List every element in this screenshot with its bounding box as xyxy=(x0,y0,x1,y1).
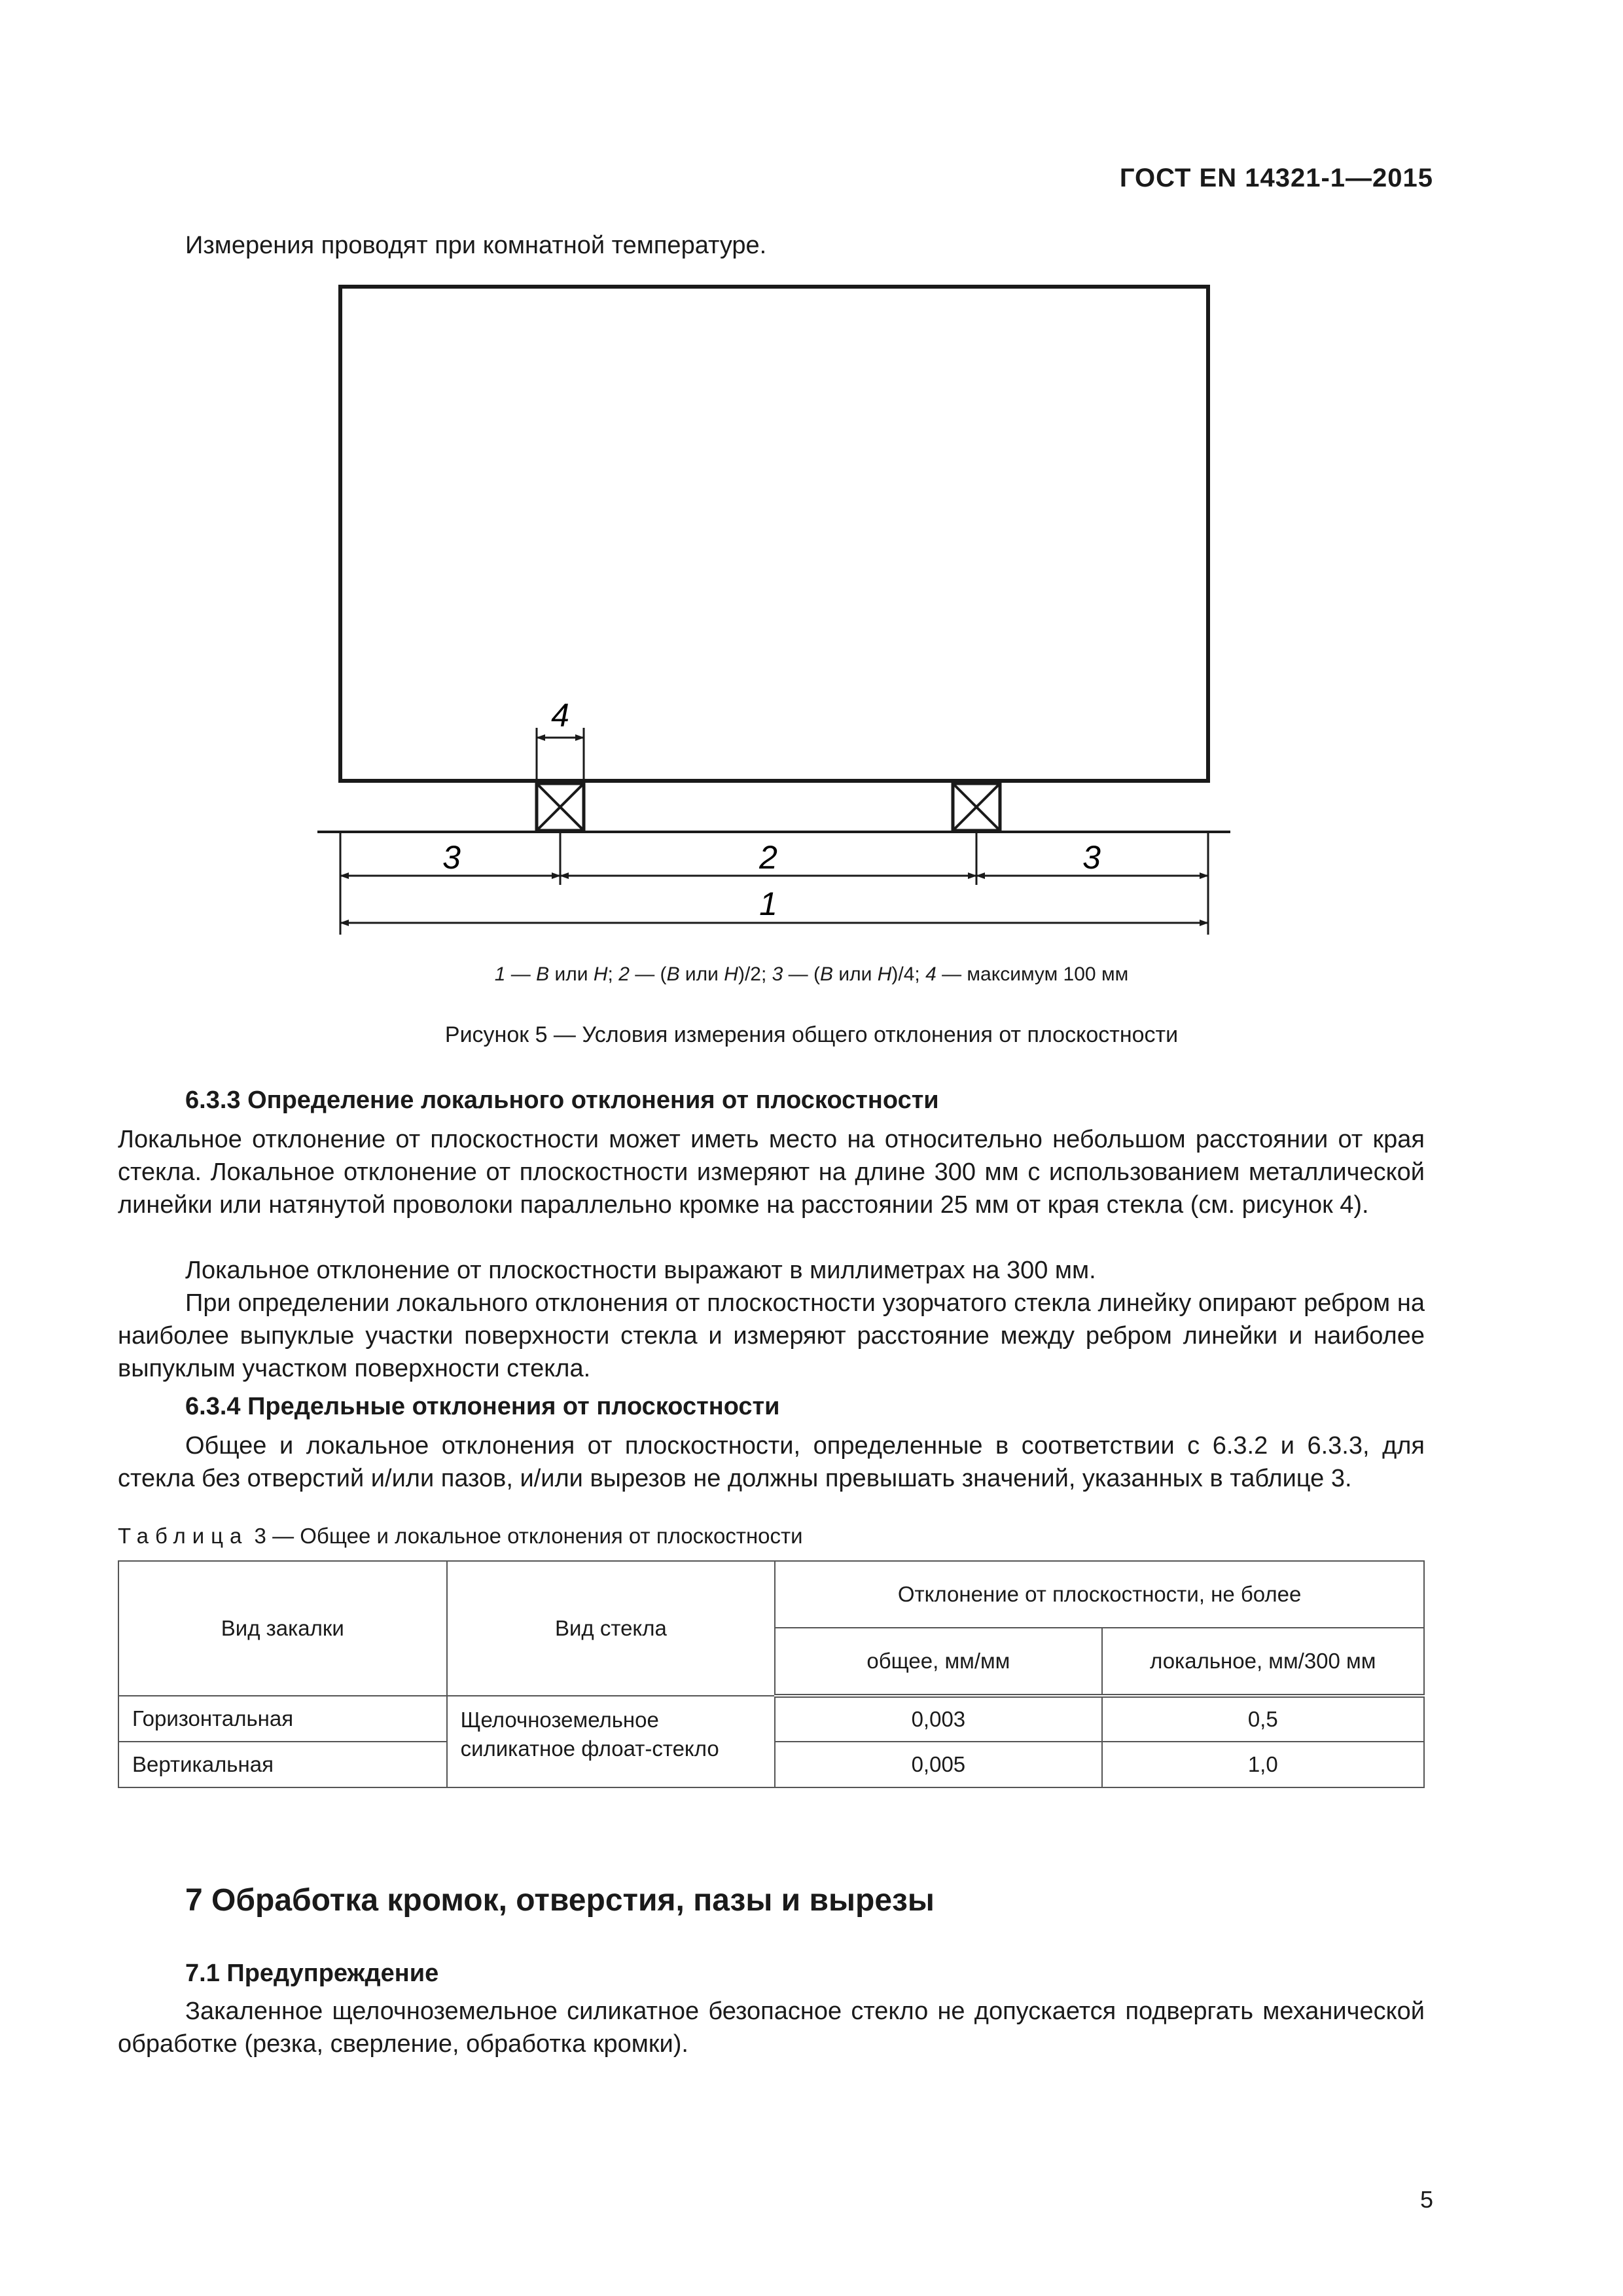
page-number: 5 xyxy=(1419,2186,1433,2213)
support-block-left xyxy=(537,783,584,831)
section-6-3-4-heading: 6.3.4 Предельные отклонения от плоскостности xyxy=(185,1393,780,1420)
section-6-3-4-paragraph-1: Общее и локальное отклонения от плоскостности, определенные в соответствии с 6.3.2 и 6.3.3, для стекла без отверстий и/или пазов, и/или вырезов не должны превышать значений, указанных в таблице 3. xyxy=(118,1432,1425,1492)
section-7-heading: 7 Обработка кромок, отверстия, пазы и вырезы xyxy=(185,1883,935,1918)
cell-local: 0,5 xyxy=(1102,1696,1424,1742)
cell-general: 0,005 xyxy=(775,1742,1101,1787)
cell-general: 0,003 xyxy=(775,1696,1101,1742)
section-6-3-3-paragraph-2: Локальное отклонение от плоскостности выражают в миллиметрах на 300 мм. xyxy=(185,1257,1096,1284)
cell-type: Горизонтальная xyxy=(118,1696,447,1742)
dimension-label-3-left: 3 xyxy=(442,839,461,876)
table-3 xyxy=(118,1560,1425,1788)
figure-legend: 1 — B или H; 2 — (B или H)/2; 3 — (B или H)/4; 4 — максимум 100 мм xyxy=(494,963,1129,985)
table-3-caption: Таблица 3 — Общее и локальное отклонения от плоскостности xyxy=(118,1524,803,1548)
dimension-label-1: 1 xyxy=(759,886,777,922)
header-general: общее, мм/мм xyxy=(775,1628,1101,1696)
dimension-label-4: 4 xyxy=(551,697,569,734)
header-local: локальное, мм/300 мм xyxy=(1102,1628,1424,1696)
dimension-label-3-right: 3 xyxy=(1082,839,1101,876)
cell-glass: Щелочноземельное силикатное флоат-стекло xyxy=(447,1696,776,1787)
glass-pane xyxy=(340,287,1208,781)
header-quench-type: Вид закалки xyxy=(118,1561,447,1696)
cell-local: 1,0 xyxy=(1102,1742,1424,1787)
header-glass-type: Вид стекла xyxy=(447,1561,776,1696)
figure-5-diagram xyxy=(0,0,1623,956)
section-7-1-heading: 7.1 Предупреждение xyxy=(185,1960,439,1987)
section-7-1-paragraph-1: Закаленное щелочноземельное силикатное безопасное стекло не допускается подвергать механической обработке (резка, сверление, обработка кромки). xyxy=(118,1998,1425,2058)
table-row xyxy=(118,1696,1424,1742)
figure-caption: Рисунок 5 — Условия измерения общего отклонения от плоскостности xyxy=(444,1022,1179,1047)
intro-paragraph: Измерения проводят при комнатной температуре. xyxy=(185,232,767,259)
section-6-3-3-paragraph-1: Локальное отклонение от плоскостности может иметь место на относительно небольшом расстоянии от края стекла. Локальное отклонение от плоскостности измеряют на длине 300 мм с использованием металлической линейки или натянутой проволоки параллельно кромке на расстоянии 25 мм от края стекла (см. рисунок 4). xyxy=(118,1126,1425,1219)
dimension-label-2: 2 xyxy=(759,839,777,876)
support-block-right xyxy=(953,783,1000,831)
document-code: ГОСТ EN 14321-1—2015 xyxy=(1119,164,1433,192)
cell-type: Вертикальная xyxy=(118,1742,447,1787)
header-deviation: Отклонение от плоскостности, не более xyxy=(775,1561,1424,1628)
section-6-3-3-paragraph-3: При определении локального отклонения от плоскостности узорчатого стекла линейку опирают ребром на наиболее выпуклые участки поверхности стекла и измеряют расстояние между ребром линейки и наиболее выпуклым участком поверхности стекла. xyxy=(118,1289,1425,1382)
section-6-3-3-heading: 6.3.3 Определение локального отклонения от плоскостности xyxy=(185,1086,939,1114)
